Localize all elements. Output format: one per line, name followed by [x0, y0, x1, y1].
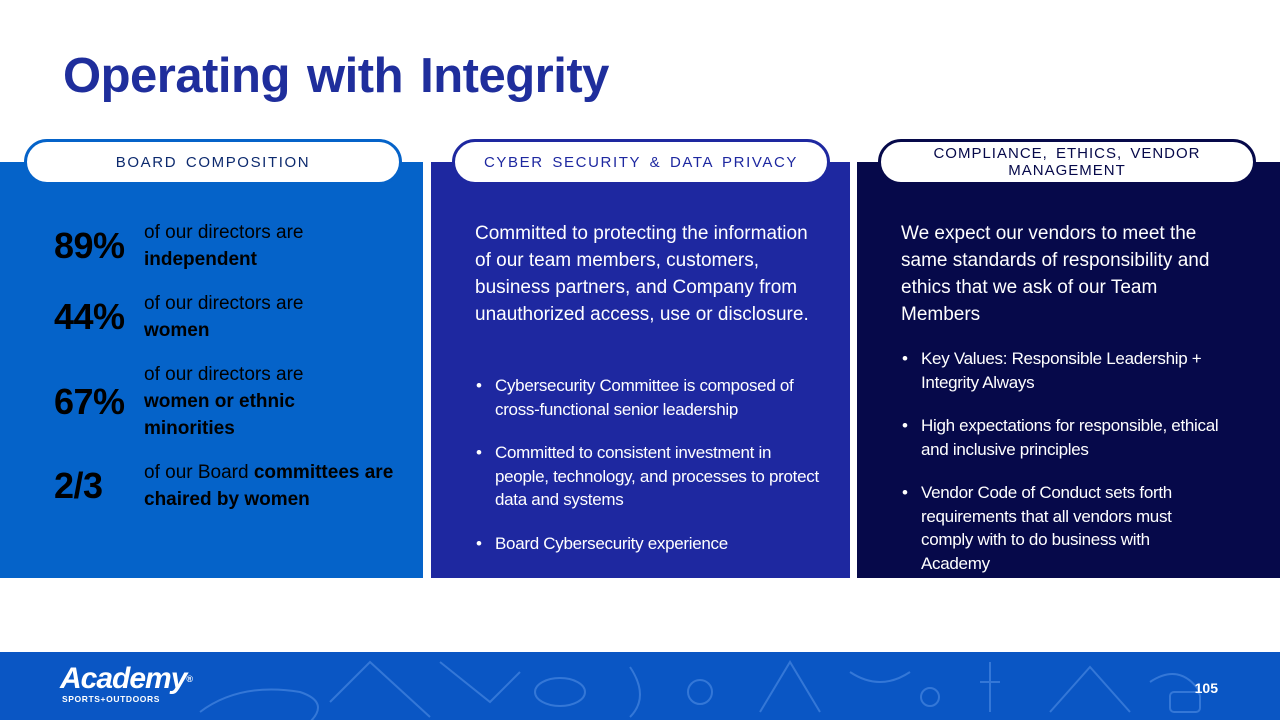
page-number: 105	[1194, 680, 1218, 696]
logo-wordmark: Academy®	[60, 662, 193, 695]
list-item: • Board Cybersecurity experience	[476, 532, 821, 556]
logo-tagline: SPORTS+OUTDOORS	[62, 694, 161, 704]
stat-value: 44%	[54, 296, 125, 337]
stat-women-ethnic	[54, 361, 324, 442]
list-item: • Committed to consistent investment in people, technology, and processes to protect data and systems	[476, 441, 821, 512]
stat-description: of our Board committees are chaired by women	[144, 462, 394, 510]
stat-description: of our directors are women	[144, 293, 304, 341]
list-item: • High expectations for responsible, ethical and inclusive principles	[902, 414, 1222, 461]
stat-description: of our directors are independent	[144, 222, 304, 270]
stat-independent	[54, 219, 303, 273]
stat-description: of our directors are women or ethnic minorities	[144, 364, 304, 439]
list-item: • Vendor Code of Conduct sets forth requirements that all vendors must comply with to do business with Academy	[902, 481, 1222, 575]
compliance-bullet-list	[902, 347, 1222, 595]
academy-logo	[60, 664, 192, 704]
stat-value: 67%	[54, 380, 125, 422]
stat-women	[54, 290, 303, 344]
stat-value: 2/3	[54, 465, 103, 506]
cyber-security-header: CYBER SECURITY & DATA PRIVACY	[452, 139, 830, 185]
board-composition-header: BOARD COMPOSITION	[24, 139, 402, 185]
cyber-lead-text: Committed to protecting the information of our team members, customers, business partners, and Company from unauthorized access, use or disclosure.	[475, 223, 809, 325]
list-item: • Cybersecurity Committee is composed of cross-functional senior leadership	[476, 374, 821, 421]
page-title: Operating with Integrity	[63, 49, 609, 103]
stat-committees	[54, 459, 394, 513]
stat-value: 89%	[54, 225, 125, 266]
compliance-lead-text: We expect our vendors to meet the same standards of responsibility and ethics that we ask of our Team Members	[901, 223, 1210, 325]
compliance-header: COMPLIANCE, ETHICS, VENDOR MANAGEMENT	[878, 139, 1256, 185]
cyber-bullet-list	[476, 374, 821, 575]
list-item: • Key Values: Responsible Leadership + Integrity Always	[902, 347, 1222, 394]
